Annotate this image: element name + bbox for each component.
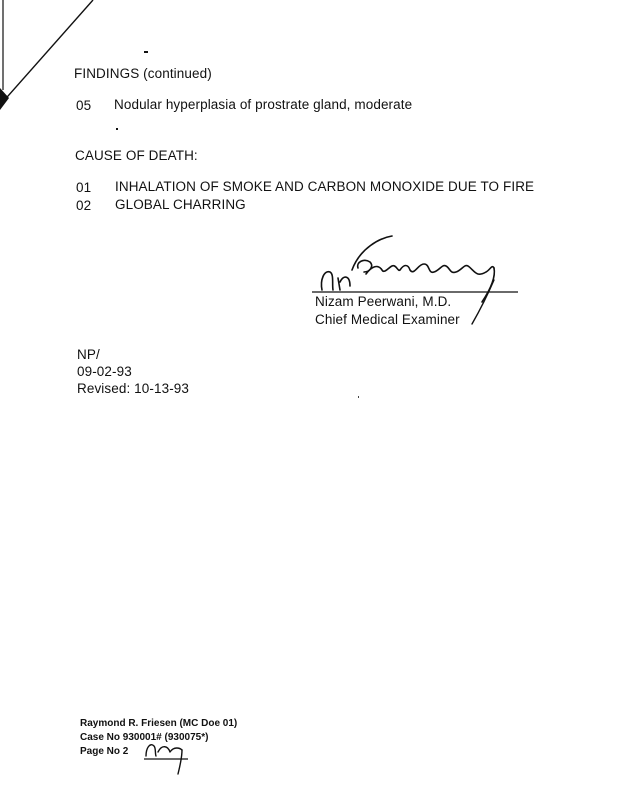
footer-case-number: Case No 930001# (930075*)	[80, 732, 209, 743]
speck	[144, 51, 148, 53]
cause-number: 01	[76, 180, 92, 195]
findings-heading: FINDINGS (continued)	[74, 66, 212, 81]
finding-number: 05	[76, 98, 92, 113]
footer-subject: Raymond R. Friesen (MC Doe 01)	[80, 718, 238, 729]
signatory-name: Nizam Peerwani, M.D.	[315, 294, 452, 309]
cause-of-death-heading: CAUSE OF DEATH:	[75, 148, 198, 163]
cause-number: 02	[76, 198, 92, 213]
footer-initials-signature	[140, 738, 195, 778]
revised-date: Revised: 10-13-93	[77, 381, 190, 396]
footer-page-number: Page No 2	[80, 746, 129, 757]
cause-text: INHALATION OF SMOKE AND CARBON MONOXIDE DUE TO FIRE	[115, 179, 535, 194]
speck	[358, 396, 359, 398]
signatory-title: Chief Medical Examiner	[315, 312, 460, 327]
author-initials: NP/	[77, 347, 100, 362]
speck	[116, 128, 118, 130]
cause-text: GLOBAL CHARRING	[115, 197, 246, 212]
report-date: 09-02-93	[77, 364, 132, 379]
finding-text: Nodular hyperplasia of prostrate gland, moderate	[114, 97, 413, 112]
